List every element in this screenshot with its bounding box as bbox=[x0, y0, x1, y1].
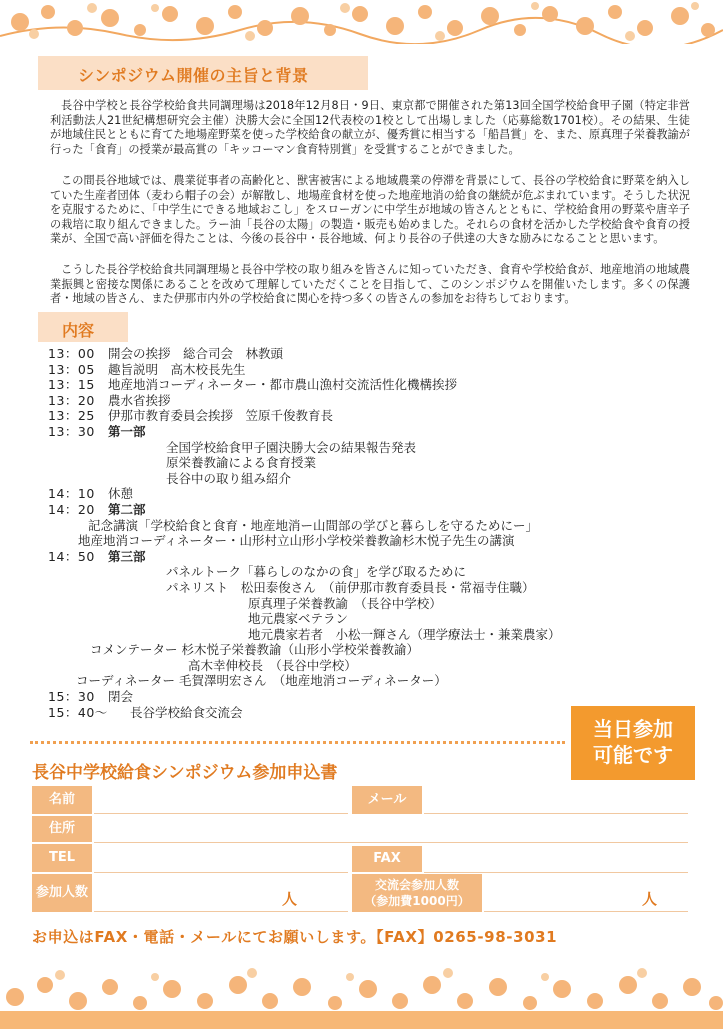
program-time: 13：30 bbox=[48, 423, 95, 439]
program-time: 14：20 bbox=[48, 501, 95, 517]
section-heading-purpose-text: シンポジウム開催の主旨と背景 bbox=[78, 66, 309, 85]
purpose-paragraph-2: この間長谷地域では、農業従事者の高齢化と、獣害被害による地域農業の停滞を背景にして、長谷の学校給食に野菜を納入していた生産者団体（麦わら帽子の会）が解散し、地場産食材を使った地産地消の給食の継続が危ぶまれています。そうした状況を克服するために、「中学生にできる地域おこし」をスローガンに中学生が地域の皆さんとともに、学校給食用の野菜や唐辛子の栽培に取り組んできました。ラー油「長谷の太陽」の製造・販売も始めました。それらの食材を活かした学校給食や食育の授業が、全国で高い評価を得たことは、今後の長谷中・長谷地域、何より長谷の子供達の大きな励みになることと思います。 bbox=[50, 174, 690, 246]
fax-label: FAX bbox=[352, 846, 422, 872]
program-item bbox=[48, 486, 648, 502]
program-item bbox=[48, 642, 648, 658]
program-text: 原栄養教諭による食育授業 bbox=[166, 455, 317, 471]
program-item bbox=[48, 673, 648, 689]
name-label: 名前 bbox=[32, 786, 92, 814]
program-item bbox=[48, 705, 648, 721]
name-field[interactable] bbox=[94, 813, 348, 814]
program-item bbox=[48, 455, 648, 471]
program-text: 農水省挨拶 bbox=[108, 392, 171, 408]
program-time: 13：05 bbox=[48, 361, 95, 377]
exchange-label bbox=[352, 874, 482, 912]
program-item bbox=[48, 440, 648, 456]
program-time: 15：40～ bbox=[48, 704, 108, 720]
address-field[interactable] bbox=[94, 842, 688, 843]
program-item bbox=[48, 518, 648, 534]
exchange-label-line2: （参加費1000円） bbox=[364, 894, 470, 908]
program-time: 13：25 bbox=[48, 408, 95, 424]
application-note: お申込はFAX・電話・メールにてお願いします。【FAX】0265-98-3031 bbox=[32, 928, 558, 946]
program-item bbox=[48, 627, 648, 643]
program-item bbox=[48, 502, 648, 518]
program-time: 15：30 bbox=[48, 689, 95, 705]
purpose-paragraph-1: 長谷中学校と長谷学校給食共同調理場は2018年12月8日・9日、東京都で開催された第13回全国学校給食甲子園（特定非営利活動法人21世紀構想研究会主催）決勝大会に全国12代表校の1校として出場しました（応募総数1701校）。その結果、生徒が地域住民とともに育てた地場産野菜を使った学校給食の献立が、優秀賞に相当する「船昌賞」を、また、原真理子栄養教諭が行った「食育」の授業が最高賞の「キッコーマン食育特別賞」を受賞することができました。 bbox=[50, 99, 690, 156]
program-text: 地産地消コーディネーター・山形村立山形小学校栄養教諭杉木悦子先生の講演 bbox=[78, 533, 515, 549]
program-item bbox=[48, 393, 648, 409]
program-item bbox=[48, 377, 648, 393]
exchange-unit: 人 bbox=[642, 890, 658, 908]
program-text: 第二部 bbox=[108, 501, 146, 517]
tel-field[interactable] bbox=[94, 872, 348, 873]
program-item bbox=[48, 471, 648, 487]
program-time: 14：10 bbox=[48, 486, 95, 502]
program-text: コメンテーター 杉木悦子栄養教諭（山形小学校栄養教諭） bbox=[90, 642, 419, 658]
program-time: 13：20 bbox=[48, 392, 95, 408]
section-heading-program bbox=[38, 312, 128, 342]
program-time: 13：15 bbox=[48, 377, 95, 393]
program-text: 長谷中の取り組み紹介 bbox=[166, 470, 292, 486]
program-item bbox=[48, 408, 648, 424]
participants-unit: 人 bbox=[282, 890, 298, 908]
program-text: 休憩 bbox=[108, 486, 134, 502]
participants-label: 参加人数 bbox=[32, 874, 92, 912]
program-text: 第一部 bbox=[108, 423, 146, 439]
program-item bbox=[48, 611, 648, 627]
form-title: 長谷中学校給食シンポジウム参加申込書 bbox=[32, 763, 338, 783]
program-item bbox=[48, 533, 648, 549]
floral-border-bottom bbox=[0, 967, 723, 1029]
program-text: 長谷学校給食交流会 bbox=[130, 704, 243, 720]
program-text: 全国学校給食甲子園決勝大会の結果報告発表 bbox=[166, 439, 417, 455]
program-text: 第三部 bbox=[108, 548, 146, 564]
section-heading-purpose bbox=[38, 56, 368, 90]
program-text: 原真理子栄養教諭 （長谷中学校） bbox=[248, 595, 442, 611]
program-item bbox=[48, 564, 648, 580]
program-list bbox=[48, 346, 648, 720]
program-text: 趣旨説明 高木校長先生 bbox=[108, 361, 246, 377]
program-text: コーディネーター 毛賀澤明宏さん （地産地消コーディネーター） bbox=[76, 673, 447, 689]
program-item bbox=[48, 596, 648, 612]
exchange-label-line1: 交流会参加人数 bbox=[374, 878, 459, 892]
participants-field[interactable] bbox=[94, 911, 348, 912]
tel-label: TEL bbox=[32, 844, 92, 872]
program-item bbox=[48, 580, 648, 596]
program-text: 地元農家若者 小松一輝さん（理学療法士・兼業農家） bbox=[248, 626, 561, 642]
same-day-badge-line1: 当日参加 bbox=[593, 717, 673, 741]
email-field[interactable] bbox=[424, 813, 688, 814]
floral-border-top bbox=[0, 0, 723, 44]
section-heading-program-text: 内容 bbox=[62, 321, 95, 340]
program-item bbox=[48, 549, 648, 565]
fax-field[interactable] bbox=[424, 872, 688, 873]
program-time: 14：50 bbox=[48, 548, 95, 564]
exchange-field[interactable] bbox=[484, 911, 688, 912]
program-text: 伊那市教育委員会挨拶 笠原千俊教育長 bbox=[108, 408, 334, 424]
email-label: メール bbox=[352, 786, 422, 814]
same-day-badge bbox=[571, 706, 695, 780]
program-item bbox=[48, 424, 648, 440]
program-item bbox=[48, 689, 648, 705]
program-text: 高木幸伸校長 （長谷中学校） bbox=[188, 657, 357, 673]
program-item bbox=[48, 658, 648, 674]
program-text: 開会の挨拶 総合司会 林教頭 bbox=[108, 346, 284, 361]
program-text: パネルトーク「暮らしのなかの食」を学び取るために bbox=[166, 564, 467, 580]
address-label: 住所 bbox=[32, 816, 92, 842]
program-time: 13：00 bbox=[48, 346, 95, 361]
purpose-paragraph-3: こうした長谷学校給食共同調理場と長谷中学校の取り組みを皆さんに知っていただき、食育や学校給食が、地産地消の地域農業振興と密接な関係にあることを改めて理解していただくことを目指して、このシンポジウムを開催いたします。多くの保護者・地域の皆さん、また伊那市内外の学校給食に関心を持つ多くの皆さんの参加をお待ちしております。 bbox=[50, 263, 690, 306]
program-text: 地元農家ベテラン bbox=[248, 611, 349, 627]
program-text: 記念講演「学校給食と食育・地産地消ー山間部の学びと暮らしを守るためにー」 bbox=[88, 517, 539, 533]
program-text: パネリスト 松田泰俊さん （前伊那市教育委員長・常福寺住職） bbox=[166, 579, 535, 595]
program-text: 閉会 bbox=[108, 689, 134, 705]
application-form bbox=[32, 786, 688, 912]
same-day-badge-line2: 可能です bbox=[593, 743, 673, 767]
program-text: 地産地消コーディネーター・都市農山漁村交流活性化機構挨拶 bbox=[108, 377, 458, 393]
program-item bbox=[48, 362, 648, 378]
dotted-divider bbox=[30, 741, 565, 744]
program-item bbox=[48, 346, 648, 362]
